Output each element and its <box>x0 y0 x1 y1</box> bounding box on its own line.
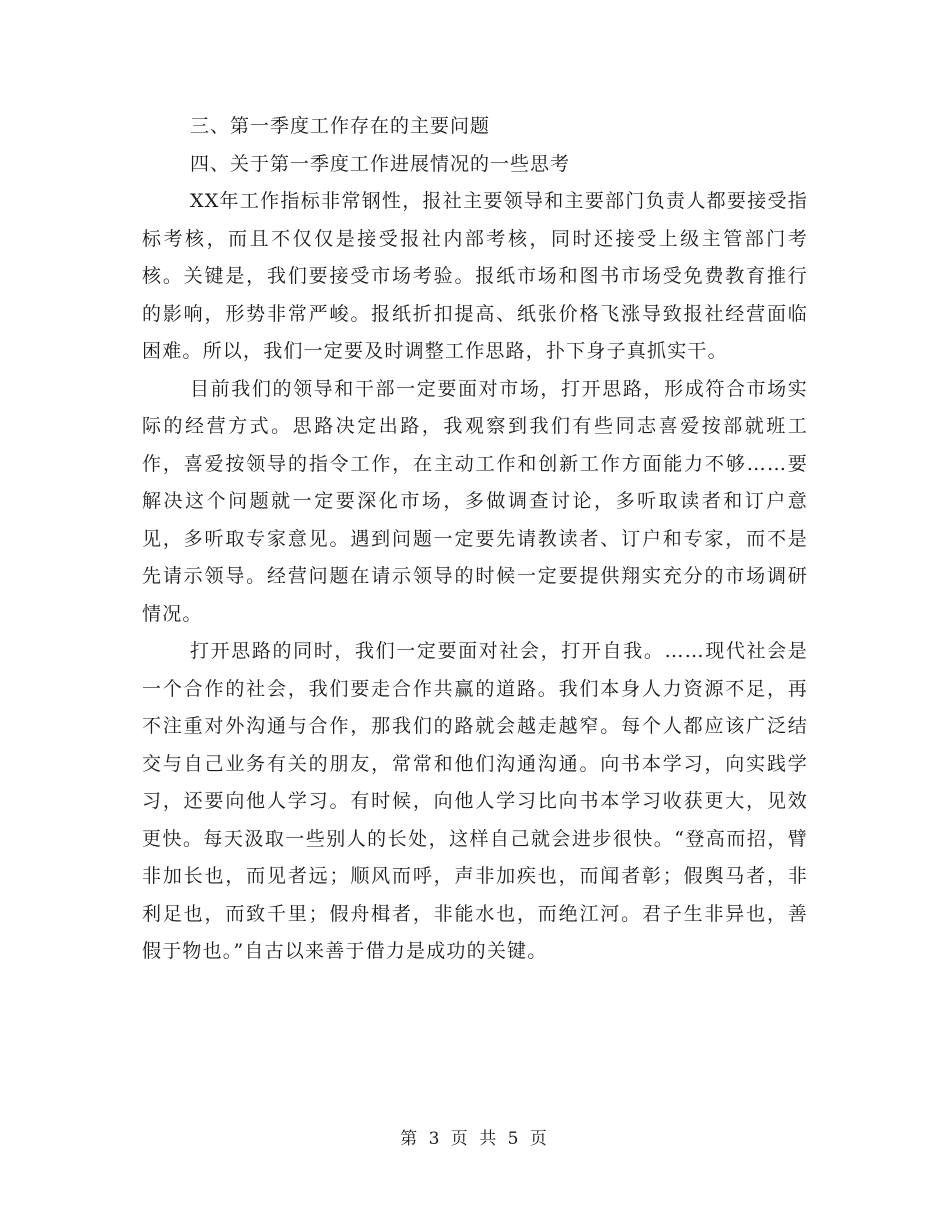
section-heading-4: 四、关于第一季度工作进展情况的一些思考 <box>190 153 571 175</box>
document-body <box>142 107 808 971</box>
page-number-footer: 第 3 页 共 5 页 <box>400 1129 550 1149</box>
section-heading-3: 三、第一季度工作存在的主要问题 <box>190 115 491 137</box>
paragraph-1: XX年工作指标非常钢性，报社主要领导和主要部门负责人都要接受指标考核，而且不仅仅是接受报社内部考核，同时还接受上级主管部门考核。关键是，我们要接受市场考验。报纸市场和图书市场受免费教育推行的影响，形势非常严峻。报纸折扣提高、纸张价格飞涨导致报社经营面临困难。所以，我们一定要及时调整工作思路，扑下身子真抓实干。 <box>142 190 808 362</box>
paragraph-2: 目前我们的领导和干部一定要面对市场，打开思路，形成符合市场实际的经营方式。思路决定出路，我观察到我们有些同志喜爱按部就班工作，喜爱按领导的指令工作，在主动工作和创新工作方面能力不够……要解决这个问题就一定要深化市场，多做调查讨论，多听取读者和订户意见，多听取专家意见。遇到问题一定要先请教读者、订户和专家，而不是先请示领导。经营问题在请示领导的时候一定要提供翔实充分的市场调研情况。 <box>142 377 808 625</box>
paragraph-3: 打开思路的同时，我们一定要面对社会，打开自我。……现代社会是一个合作的社会，我们要走合作共赢的道路。我们本身人力资源不足，再不注重对外沟通与合作，那我们的路就会越走越窄。每个人都应该广泛结交与自己业务有关的朋友，常常和他们沟通沟通。向书本学习，向实践学习，还要向他人学习。有时候，向他人学习比向书本学习收获更大，见效更快。每天汲取一些别人的长处，这样自己就会进步很快。“登高而招，臂非加长也，而见者远；顺风而呼，声非加疾也，而闻者彰；假舆马者，非利足也，而致千里；假舟楫者，非能水也，而绝江河。君子生非异也，善假于物也。”自古以来善于借力是成功的关键。 <box>142 640 808 962</box>
